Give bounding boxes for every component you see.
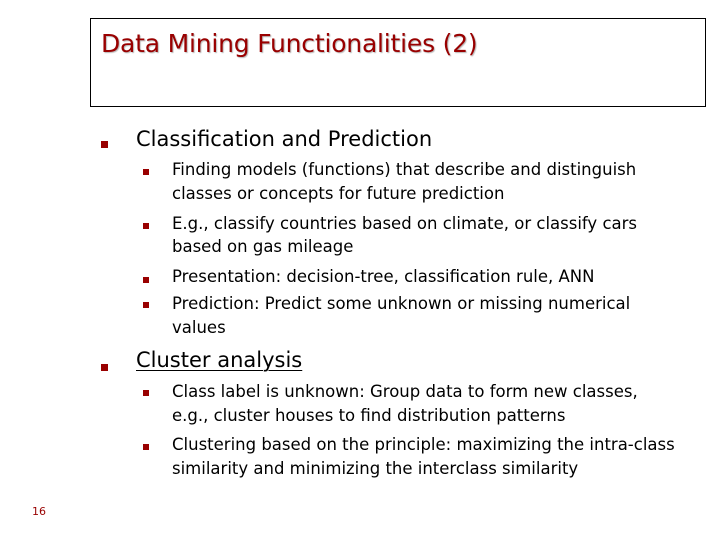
bullet-square-icon (143, 302, 149, 308)
section-heading-classification: Classification and Prediction (136, 127, 433, 151)
bullet-square-icon (101, 364, 108, 371)
section-heading-cluster: Cluster analysis (136, 348, 303, 372)
bullet-square-icon (143, 277, 149, 283)
list-item-line: Class label is unknown: Group data to form new classes, (172, 382, 638, 401)
bullet-square-icon (143, 444, 149, 450)
list-item-line: e.g., cluster houses to find distribution patterns (172, 406, 566, 425)
list-item-line: Prediction: Predict some unknown or missing numerical (172, 294, 631, 313)
list-item-line: based on gas mileage (172, 237, 354, 256)
list-item-line: values (172, 318, 226, 337)
slide-title: Data Mining Functionalities (2) (101, 29, 478, 58)
list-item-line: classes or concepts for future prediction (172, 184, 505, 203)
list-item-line: E.g., classify countries based on climate, or classify cars (172, 214, 638, 233)
list-item-line: Presentation: decision-tree, classification rule, ANN (172, 267, 595, 286)
list-item-line: similarity and minimizing the interclass similarity (172, 459, 579, 478)
bullet-square-icon (143, 169, 149, 175)
bullet-square-icon (143, 223, 149, 229)
page-number: 16 (32, 505, 46, 518)
bullet-square-icon (101, 141, 108, 148)
title-box (90, 18, 706, 107)
list-item-line: Finding models (functions) that describe and distinguish (172, 160, 637, 179)
bullet-square-icon (143, 390, 149, 396)
list-item-line: Clustering based on the principle: maximizing the intra-class (172, 435, 675, 454)
